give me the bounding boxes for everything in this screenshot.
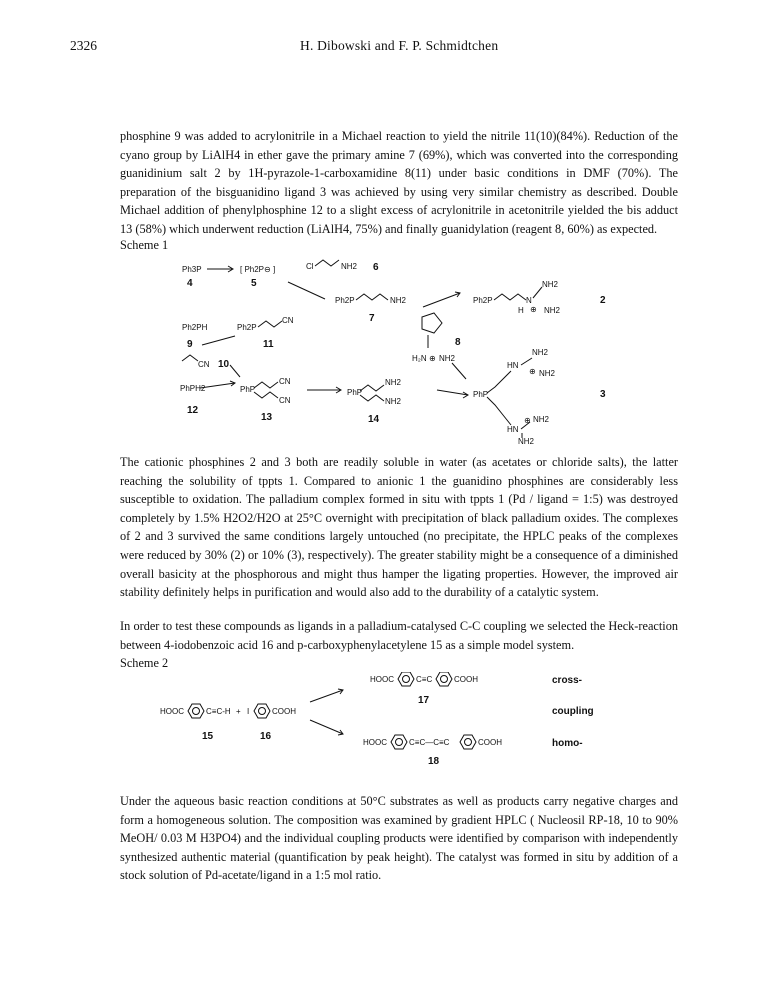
amine-7-chain — [356, 294, 388, 300]
compound-17-number: 17 — [418, 695, 430, 706]
amine-14-upper — [360, 385, 384, 391]
pyrazole-ring — [422, 313, 442, 333]
ph2p-label-7: Ph2P — [335, 296, 355, 305]
php-label-3: PhP — [473, 390, 489, 399]
plus-sign: + — [236, 707, 241, 716]
plus-charge-3b: ⊕ — [524, 416, 531, 425]
compound-10-number: 10 — [218, 359, 230, 370]
cn-label-11: CN — [282, 316, 294, 325]
compound-2-number: 2 — [600, 295, 606, 306]
compound-14-number: 14 — [368, 414, 380, 425]
iodo-label-16: I — [247, 707, 250, 716]
h2n-label-8: H₂N — [412, 354, 427, 363]
plus-charge-3a: ⊕ — [529, 367, 536, 376]
nh2-label-3a: NH2 — [532, 348, 549, 357]
reagent-8-arrow — [452, 363, 466, 379]
hn-label-3a: HN — [507, 361, 519, 370]
compound-5-number: 5 — [251, 278, 257, 289]
php-label-13: PhP — [240, 385, 256, 394]
phph2-label: PhPH2 — [180, 384, 206, 393]
cl-label: Cl — [306, 262, 314, 271]
compound-7-number: 7 — [369, 313, 375, 324]
compound-15-number: 15 — [202, 731, 214, 742]
paragraph-3 — [120, 617, 678, 654]
acrylonitrile-bonds — [182, 355, 198, 361]
compound-11-number: 11 — [263, 339, 274, 350]
cooh-label-16: COOH — [272, 707, 296, 716]
arrow-9-11 — [202, 336, 235, 345]
nh2-label-2b: NH2 — [544, 306, 561, 315]
nh2-label-8: NH2 — [439, 354, 456, 363]
h-label-2: H — [518, 306, 524, 315]
nh2-label-3d: NH2 — [518, 437, 535, 445]
paragraph-2 — [120, 453, 678, 602]
arrow-cross — [310, 690, 343, 702]
nitrile-11-chain — [258, 321, 282, 327]
nitrile-13-upper — [254, 382, 278, 388]
scheme-1-figure — [160, 255, 640, 445]
page-number: 2326 — [70, 38, 97, 53]
scheme-2-label: Scheme 2 — [120, 656, 169, 670]
plus-charge-2: ⊕ — [530, 305, 537, 314]
arrow-12-13-a — [230, 365, 240, 377]
compound-8-number: 8 — [455, 337, 461, 348]
benzene-ring-16 — [254, 704, 270, 718]
paragraph-1-text: phosphine 9 was added to acrylonitrile in a Michael reaction to yield the nitrile 11(10)(84%). Reduction of the cyano group by LiAlH4 in ether gave the primary amine 7 (69%), which was converted into the corresponding guanidinium salt 2 by 1H-pyrazole-1-carboxamidine 8(11) under basic conditions in DMF (70%). The preparation of the bisguanidino ligand 3 was achieved by using very similar chemistry as described. Double Michael addition of phenylphosphine 12 to a slight excess of acrylonitrile in acetonitrile yielded the bis adduct 13 (58%) which underwent reduction (LiAlH4, 75%) and finally guanidylation (reagent 8, 60%) as expected. — [120, 129, 678, 236]
guanidine-2-chain — [494, 294, 526, 300]
scheme-2-figure — [130, 672, 610, 764]
coupling-label: coupling — [552, 706, 594, 717]
benzene-ring-18b — [460, 735, 476, 749]
nh2-label-7: NH2 — [390, 296, 407, 305]
hn-label-3b: HN — [507, 425, 519, 434]
paragraph-4 — [120, 792, 678, 885]
benzene-ring-17b — [436, 672, 452, 686]
page-header — [70, 38, 694, 60]
compound-13-number: 13 — [261, 412, 273, 423]
diyne-label-18: C≡C—C≡C — [409, 738, 450, 747]
guanidine-3-upper — [487, 371, 511, 393]
nh2-label-14b: NH2 — [385, 397, 402, 406]
ph2p-label-2: Ph2P — [473, 296, 493, 305]
compound-12-number: 12 — [187, 405, 199, 416]
ph2ph-label: Ph2PH — [182, 323, 208, 332]
paragraph-1 — [120, 127, 678, 239]
alkyne-label-15: C≡C-H — [206, 707, 231, 716]
guanidine-3-lower — [487, 397, 511, 425]
benzene-ring-15 — [188, 704, 204, 718]
nh2-label-14a: NH2 — [385, 378, 402, 387]
compound-3-number: 3 — [600, 389, 606, 400]
compound-18-number: 18 — [428, 756, 440, 764]
arrow-5-7 — [288, 282, 325, 299]
benzene-ring-18a — [391, 735, 407, 749]
nh2-label-3b: NH2 — [539, 369, 556, 378]
cn-label-10: CN — [198, 360, 210, 369]
paragraph-3-text: In order to test these compounds as ligands in a palladium-catalysed C-C coupling we selected the Heck-reaction between 4-iodobenzoic acid 16 and p-carboxyphenylacetylene 15 as a simple model system. — [120, 619, 678, 652]
cooh-label-18: COOH — [478, 738, 502, 747]
nh2-label-6: NH2 — [341, 262, 358, 271]
ph2p-anion-label: [ Ph2P⊖ ] — [240, 265, 276, 274]
amine-14-lower — [360, 395, 384, 401]
nh2-label-2a: NH2 — [542, 280, 559, 289]
benzene-ring-17a — [398, 672, 414, 686]
ph3p-label: Ph3P — [182, 265, 202, 274]
hooc-label-17: HOOC — [370, 675, 394, 684]
arrow-homo — [310, 720, 343, 734]
compound-4-number: 4 — [187, 278, 193, 289]
hooc-label-18: HOOC — [363, 738, 387, 747]
cn-label-13a: CN — [279, 377, 291, 386]
nitrile-13-lower — [254, 392, 278, 398]
svg-text:N: N — [526, 296, 532, 305]
hooc-label-15: HOOC — [160, 707, 184, 716]
paragraph-4-text: Under the aqueous basic reaction conditions at 50°C substrates as well as products carry negative charges and form a homogeneous solution. The composition was examined by gradient HPLC ( Nucleosil RP-18, 10 to 90% MeOH/ 0.03 M H3PO4) and the individual coupling products were identified by comparison with independently synthesized authentic material (quantification by peak height). The catalyst was formed in situ by addition of a stock solution of Pd-acetate/ligand in a 1:5 mol ratio. — [120, 794, 678, 883]
compound-16-number: 16 — [260, 731, 272, 742]
compound-6-number: 6 — [373, 262, 379, 273]
cross-label: cross- — [552, 675, 583, 686]
cn-label-13b: CN — [279, 396, 291, 405]
nh2-label-3c: NH2 — [533, 415, 550, 424]
paragraph-2-text: The cationic phosphines 2 and 3 both are readily soluble in water (as acetates or chloride salts), the latter reaching the solubility of tppts 1. Compared to anionic 1 the guanidino phosphines are considerably less susceptible to oxidation. The palladium complex formed in situ with tppts 1 (Pd / ligand = 1:5) was destroyed completely by 1.5% H2O2/H2O at 25°C overnight with precipitation of black palladium oxides. The complexes of 2 and 3 survived the same conditions largely untouched (no precipitate, the HPLC peaks of the complexes were reduced by 30% (2) or 10% (3), respectively). The greater stability might be a consequence of a diminished overall basicity at the phosphorous and might thus hamper the ligating properties. However, the improved air stability definitely helps in purification and would also add to the durability of a catalytic system. — [120, 455, 678, 600]
ph2p-label-11: Ph2P — [237, 323, 257, 332]
running-head: H. Dibowski and F. P. Schmidtchen — [300, 38, 499, 53]
alkyne-label-17: C≡C — [416, 675, 433, 684]
compound-9-number: 9 — [187, 339, 193, 350]
homo-label: homo- — [552, 738, 583, 749]
cooh-label-17: COOH — [454, 675, 478, 684]
plus-charge-8: ⊕ — [429, 354, 436, 363]
arrow-7-2 — [423, 293, 460, 307]
scheme-1-label: Scheme 1 — [120, 238, 169, 252]
chloroethylamine-bonds — [315, 260, 339, 266]
php-label-14: PhP — [347, 388, 363, 397]
